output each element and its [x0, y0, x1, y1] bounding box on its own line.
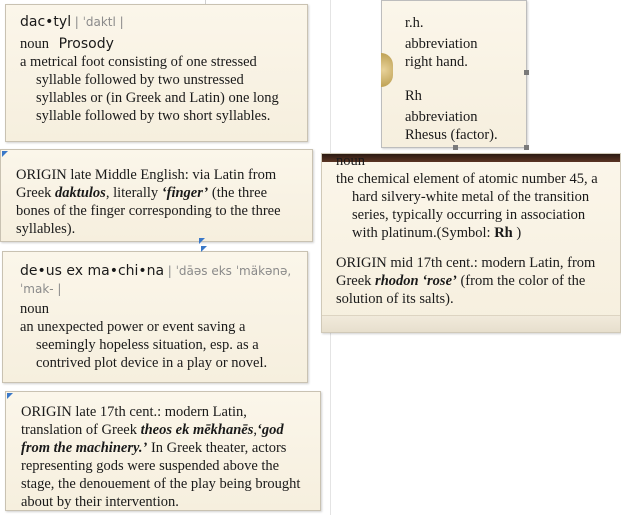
entry-headword-line — [20, 262, 299, 298]
part-of-speech: noun — [20, 301, 49, 317]
dactyl-entry-card[interactable] — [5, 4, 308, 142]
origin-lead: ORIGIN late Middle English: via Latin from Greek — [16, 167, 277, 201]
origin-tail: (the three bones of the finger corresponding to the three syllables). — [16, 185, 281, 237]
origin-gloss: ‘rose’ — [418, 273, 457, 289]
rhodium-entry-card[interactable] — [321, 153, 621, 333]
abbr-term: r.h. — [405, 15, 424, 31]
origin-text — [21, 403, 310, 511]
origin-text — [336, 254, 614, 308]
origin-lead: ORIGIN mid 17th cent.: modern Latin, from Greek — [336, 255, 596, 289]
abbr-meaning: Rhesus (factor). — [405, 127, 498, 143]
abbr-meaning: right hand. — [405, 54, 468, 70]
deus-ex-machina-origin-card[interactable] — [5, 391, 321, 511]
abbr-term: Rh — [405, 88, 422, 104]
definition — [336, 170, 614, 242]
origin-tail: In Greek theater, actors representing gods were suspended above the stage, the denouement of the play being brought about by their intervention. — [21, 440, 301, 510]
card-footer-band — [322, 315, 620, 332]
part-of-speech: noun — [20, 36, 49, 52]
origin-word: rhodon — [375, 273, 419, 289]
abbr-label: abbreviation — [405, 109, 478, 125]
origin-tail: (from the color of the solution of its salts). — [336, 273, 586, 307]
definition: a metrical foot consisting of one stressed syllable followed by two unstressed syllables or (in Greek and Latin) one long syllable followed by two short syllables. — [20, 54, 279, 124]
part-of-speech-line — [20, 35, 297, 53]
origin-mid: , literally — [105, 185, 162, 201]
abbr-label: abbreviation — [405, 36, 478, 52]
card-corner-marker — [201, 246, 207, 252]
resize-handle[interactable] — [453, 145, 458, 150]
cutoff-line — [336, 153, 614, 170]
resize-handle[interactable] — [524, 145, 529, 150]
pronunciation: | ˈdāəs eks ˈmäkənə, ˈmak- | — [20, 264, 292, 296]
definition-tail: ) — [512, 225, 522, 241]
card-corner-marker — [7, 393, 13, 399]
origin-text — [16, 166, 304, 238]
origin-gloss: ‘god from the machinery.’ — [21, 422, 284, 456]
headword: dac•tyl — [20, 14, 72, 30]
bookmark-tab-icon — [381, 53, 393, 87]
origin-lead: ORIGIN late 17th cent.: modern Latin, translation of Greek — [21, 404, 247, 438]
deus-ex-machina-entry-card[interactable] — [2, 251, 308, 383]
headword: de•us ex ma•chi•na — [20, 263, 165, 279]
subject-label: Prosody — [58, 36, 114, 52]
definition-lead: the chemical element of atomic number 45, a hard silvery-white metal of the transition series, typically occurring in association with platinum.(Symbol: — [336, 171, 598, 241]
card-corner-marker — [199, 238, 205, 244]
definition: an unexpected power or event saving a seemingly hopeless situation, esp. as a contrived plot device in a play or novel. — [20, 319, 268, 371]
origin-word: theos ek mēkhanēs — [140, 422, 254, 438]
resize-handle[interactable] — [524, 70, 529, 75]
card-corner-marker — [2, 151, 8, 157]
part-of-speech: noun — [336, 153, 365, 169]
origin-separator: , — [253, 422, 257, 438]
rh-abbreviation-card[interactable] — [381, 0, 527, 148]
element-symbol: Rh — [494, 225, 513, 241]
dactyl-origin-card[interactable] — [0, 149, 313, 242]
pronunciation: | ˈdaktl | — [74, 15, 124, 29]
origin-gloss: ‘finger’ — [161, 185, 209, 201]
origin-word: daktulos — [55, 185, 106, 201]
entry-headword-line — [20, 13, 297, 31]
